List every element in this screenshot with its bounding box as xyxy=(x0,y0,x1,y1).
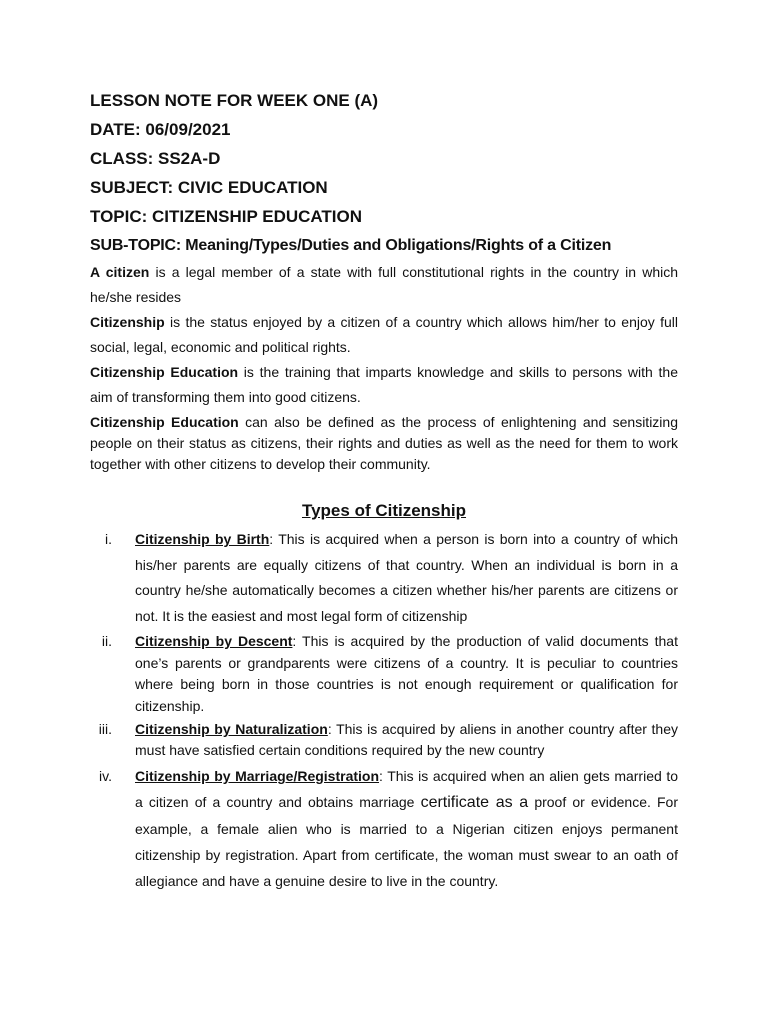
list-item-term: Citizenship by Marriage/Registration xyxy=(135,768,380,784)
lesson-date: DATE: 06/09/2021 xyxy=(90,120,231,139)
list-item-term: Citizenship by Naturalization xyxy=(135,721,328,737)
lesson-subject: SUBJECT: CIVIC EDUCATION xyxy=(90,178,328,197)
list-item-text: : This is acquired when a person is born into a country of which his/her parents are equally citizens of that country. When an individual is born in a country he/she automatically becomes a citizen whether his/her parents are citizens or not. It is the easiest and most legal form of citizenship xyxy=(135,531,678,624)
lesson-subtopic: SUB-TOPIC: Meaning/Types/Duties and Obligations/Rights of a Citizen xyxy=(90,237,612,254)
definition-term: Citizenship xyxy=(90,314,165,330)
definition-term: Citizenship Education xyxy=(90,414,239,430)
definition-citizenship-education xyxy=(90,360,678,410)
list-item xyxy=(90,527,678,629)
list-item-text: : This is acquired when an alien gets married to a citizen of a country and obtains marriage xyxy=(135,768,678,810)
list-item xyxy=(90,719,678,761)
list-item-term: Citizenship by Birth xyxy=(135,531,270,547)
list-item-text: proof or evidence. For example, a female alien who is married to a Nigerian citizen enjoys permanent citizenship by registration. Apart from certificate, the woman must swear to an oath of allegiance and have a genuine desire to live in the country. xyxy=(135,794,678,889)
lesson-note-page xyxy=(90,86,678,894)
list-item-number: iv. xyxy=(99,768,112,784)
lesson-class: CLASS: SS2A-D xyxy=(90,149,221,168)
definition-text: is the training that imparts knowledge and skills to persons with the aim of transforming them into good citizens. xyxy=(90,364,678,405)
list-item xyxy=(90,763,678,894)
definition-term: A citizen xyxy=(90,264,150,280)
list-item-text-large: certificate as a xyxy=(420,794,529,811)
list-item-number: ii. xyxy=(101,633,112,649)
definition-text: can also be defined as the process of enlightening and sensitizing people on their status as citizens, their rights and duties as well as the need for them to work together with other citizens to develop their community. xyxy=(90,414,678,472)
definition-citizenship xyxy=(90,310,678,360)
lesson-topic: TOPIC: CITIZENSHIP EDUCATION xyxy=(90,207,363,226)
list-item-text: : This is acquired by aliens in another country after they must have satisfied certain conditions required by the new country xyxy=(135,721,678,758)
list-item-text: : This is acquired by the production of valid documents that one’s parents or grandparents were citizens of a country. It is peculiar to countries where being born in those countries is not enough requirement or qualification for citizenship. xyxy=(135,633,678,714)
definition-text: is the status enjoyed by a citizen of a country which allows him/her to enjoy full social, legal, economic and political rights. xyxy=(90,314,678,355)
types-of-citizenship-heading: Types of Citizenship xyxy=(301,501,467,520)
lesson-note-title: LESSON NOTE FOR WEEK ONE (A) xyxy=(90,91,379,110)
definition-citizen xyxy=(90,260,678,310)
list-item-number: i. xyxy=(105,531,112,547)
definition-text: is a legal member of a state with full constitutional rights in the country in which he/she resides xyxy=(90,264,679,305)
list-item xyxy=(90,631,678,717)
list-item-number: iii. xyxy=(98,721,112,737)
definition-term: Citizenship Education xyxy=(90,364,239,380)
citizenship-types-list xyxy=(90,527,678,894)
definition-citizenship-education-alt xyxy=(90,412,678,475)
list-item-term: Citizenship by Descent xyxy=(135,633,293,649)
